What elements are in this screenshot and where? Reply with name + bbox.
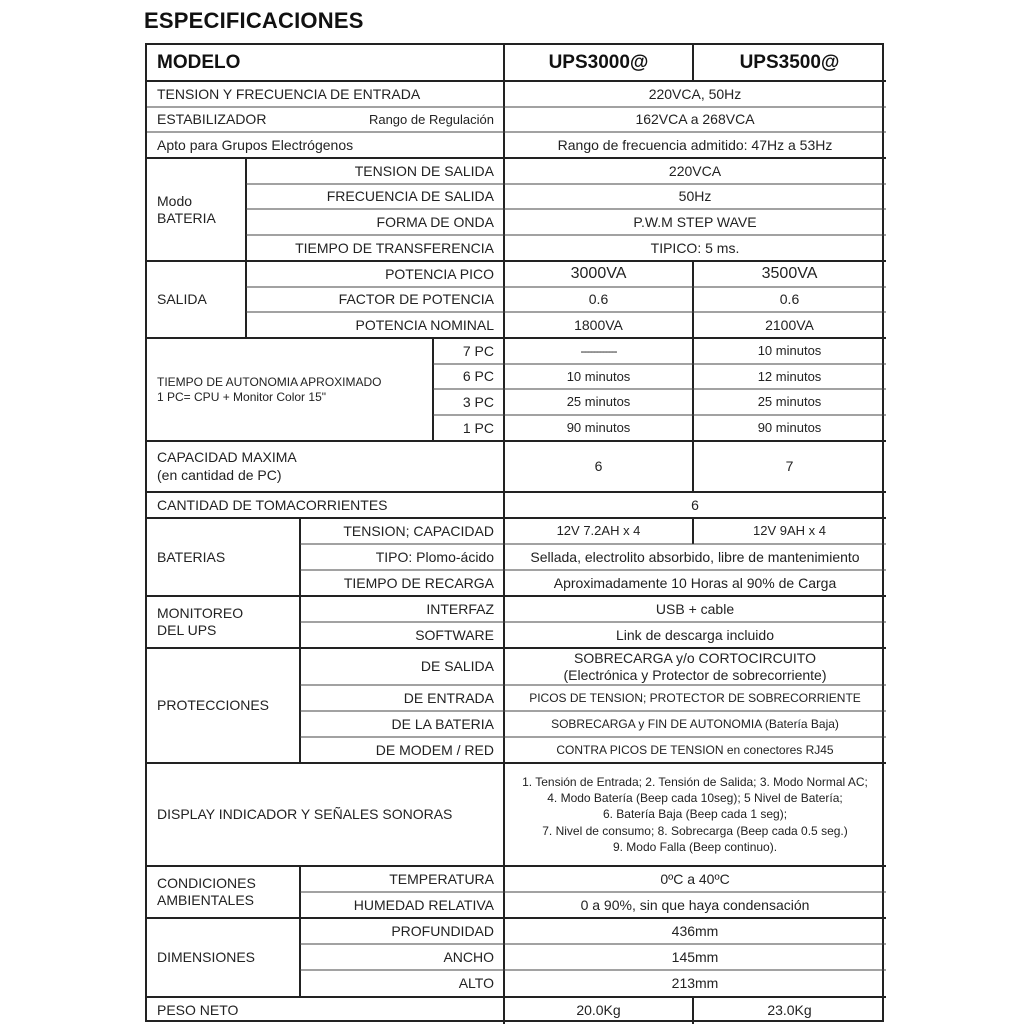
nominal-power-ups3000: 1800VA: [574, 316, 623, 333]
autonomy-7pc-ups3000: ------------: [580, 343, 617, 358]
depth-value: 436mm: [671, 922, 719, 939]
output-protection-value: SOBRECARGA y/o CORTOCIRCUITO (Electrónica y Protector de sobrecorriente): [563, 650, 827, 683]
software-label: SOFTWARE: [415, 626, 494, 643]
display-value: 1. Tensión de Entrada; 2. Tensión de Salida; 3. Modo Normal AC; 4. Modo Batería (Beep cada 10seg); 5 Nivel de Batería; 6. Batería Baja (Beep cada 1 seg); 7. Nivel de consumo; 8. Sobrecarga (Beep cada 0.5 seg.) 9. Modo Falla (Beep continuo).: [522, 775, 868, 854]
output-voltage-label: TENSION DE SALIDA: [354, 162, 494, 179]
display-label: DISPLAY INDICADOR Y SEÑALES SONORAS: [157, 806, 453, 823]
nominal-power-label: POTENCIA NOMINAL: [355, 316, 494, 333]
peak-power-label: POTENCIA PICO: [385, 265, 494, 282]
autonomy-6pc-ups3000: 10 minutos: [566, 368, 631, 384]
interface-value: USB + cable: [655, 600, 735, 617]
depth-label: PROFUNDIDAD: [391, 922, 494, 939]
peak-power-ups3500: 3500VA: [761, 265, 818, 283]
protections-group-label: PROTECCIONES: [157, 697, 270, 714]
autonomy-6pc-ups3500: 12 minutos: [757, 368, 822, 384]
autonomy-7pc-ups3500: 10 minutos: [757, 343, 822, 359]
input-voltage-label: TENSION Y FRECUENCIA DE ENTRADA: [157, 85, 421, 102]
modem-protection-label: DE MODEM / RED: [375, 741, 494, 758]
width-label: ANCHO: [443, 948, 494, 965]
transfer-time-label: TIEMPO DE TRANSFERENCIA: [295, 239, 494, 256]
autonomy-6pc-label: 6 PC: [462, 368, 494, 385]
dimensions-group-label: DIMENSIONES: [157, 949, 256, 966]
width-value: 145mm: [671, 948, 719, 965]
software-value: Link de descarga incluido: [616, 626, 774, 643]
battery-capacity-ups3500: 12V 9AH x 4: [753, 523, 826, 539]
power-factor-ups3000: 0.6: [588, 291, 609, 308]
waveform-label: FORMA DE ONDA: [376, 213, 494, 230]
nominal-power-ups3500: 2100VA: [765, 316, 814, 333]
environment-group-label: CONDICIONES AMBIENTALES: [157, 875, 256, 908]
model-header: MODELO: [157, 51, 241, 73]
battery-type-value: Sellada, electrolito absorbido, libre de mantenimiento: [530, 548, 860, 565]
generators-label: Apto para Grupos Electrógenos: [157, 136, 354, 153]
power-factor-ups3500: 0.6: [779, 291, 800, 308]
outlets-value: 6: [691, 496, 699, 513]
input-voltage-value: 220VCA, 50Hz: [648, 85, 742, 102]
outlets-label: CANTIDAD DE TOMACORRIENTES: [157, 496, 388, 513]
spec-table: [145, 43, 884, 1022]
recharge-time-value: Aproximadamente 10 Horas al 90% de Carga: [553, 574, 837, 591]
temperature-value: 0ºC a 40ºC: [660, 870, 730, 887]
output-frequency-value: 50Hz: [678, 188, 712, 205]
power-factor-label: FACTOR DE POTENCIA: [338, 291, 494, 308]
battery-type-label: TIPO: Plomo-ácido: [375, 548, 494, 565]
regulation-range-value: 162VCA a 268VCA: [635, 111, 755, 128]
generators-value: Rango de frecuencia admitido: 47Hz a 53Hz: [557, 136, 833, 153]
autonomy-1pc-label: 1 PC: [462, 419, 494, 436]
battery-protection-value: SOBRECARGA y FIN DE AUTONOMIA (Batería Baja): [551, 716, 839, 731]
autonomy-7pc-label: 7 PC: [462, 342, 494, 359]
autonomy-3pc-label: 3 PC: [462, 393, 494, 410]
batteries-group-label: BATERIAS: [157, 548, 226, 565]
output-group-label: SALIDA: [157, 291, 207, 308]
modem-protection-value: CONTRA PICOS DE TENSION en conectores RJ45: [556, 742, 834, 757]
battery-capacity-label: TENSION; CAPACIDAD: [343, 522, 494, 539]
battery-capacity-ups3000: 12V 7.2AH x 4: [556, 523, 641, 539]
page-title: ESPECIFICACIONES: [144, 8, 364, 33]
humidity-value: 0 a 90%, sin que haya condensación: [580, 896, 810, 913]
autonomy-group-label: TIEMPO DE AUTONOMIA APROXIMADO 1 PC= CPU + Monitor Color 15": [157, 375, 382, 404]
autonomy-3pc-ups3500: 25 minutos: [757, 394, 822, 410]
output-frequency-label: FRECUENCIA DE SALIDA: [326, 188, 494, 205]
stabilizer-label: ESTABILIZADOR: [157, 111, 267, 128]
monitoring-group-label: MONITOREO DEL UPS: [157, 605, 244, 638]
battery-protection-label: DE LA BATERIA: [391, 715, 494, 732]
autonomy-1pc-ups3500: 90 minutos: [757, 420, 822, 436]
net-weight-ups3500: 23.0Kg: [767, 1002, 812, 1019]
net-weight-ups3000: 20.0Kg: [576, 1002, 621, 1019]
height-label: ALTO: [458, 975, 494, 992]
waveform-value: P.W.M STEP WAVE: [633, 213, 757, 230]
interface-label: INTERFAZ: [426, 600, 494, 617]
transfer-time-value: TIPICO: 5 ms.: [650, 239, 740, 256]
temperature-label: TEMPERATURA: [389, 870, 494, 887]
max-capacity-label: CAPACIDAD MAXIMA (en cantidad de PC): [157, 449, 297, 483]
autonomy-1pc-ups3000: 90 minutos: [566, 420, 631, 436]
height-value: 213mm: [671, 975, 719, 992]
model-name-ups3000: UPS3000@: [548, 51, 649, 73]
input-protection-value: PICOS DE TENSION; PROTECTOR DE SOBRECORRIENTE: [529, 690, 861, 705]
battery-mode-group-label: Modo BATERIA: [157, 192, 216, 226]
output-protection-label: DE SALIDA: [420, 658, 494, 675]
input-protection-label: DE ENTRADA: [403, 689, 494, 706]
max-capacity-ups3000: 6: [594, 458, 603, 475]
humidity-label: HUMEDAD RELATIVA: [353, 896, 494, 913]
output-voltage-value: 220VCA: [668, 162, 722, 179]
net-weight-label: PESO NETO: [157, 1002, 239, 1019]
autonomy-3pc-ups3000: 25 minutos: [566, 394, 631, 410]
regulation-range-label: Rango de Regulación: [368, 111, 494, 127]
peak-power-ups3000: 3000VA: [570, 265, 627, 283]
max-capacity-ups3500: 7: [785, 458, 794, 475]
recharge-time-label: TIEMPO DE RECARGA: [343, 574, 494, 591]
model-name-ups3500: UPS3500@: [739, 51, 840, 73]
